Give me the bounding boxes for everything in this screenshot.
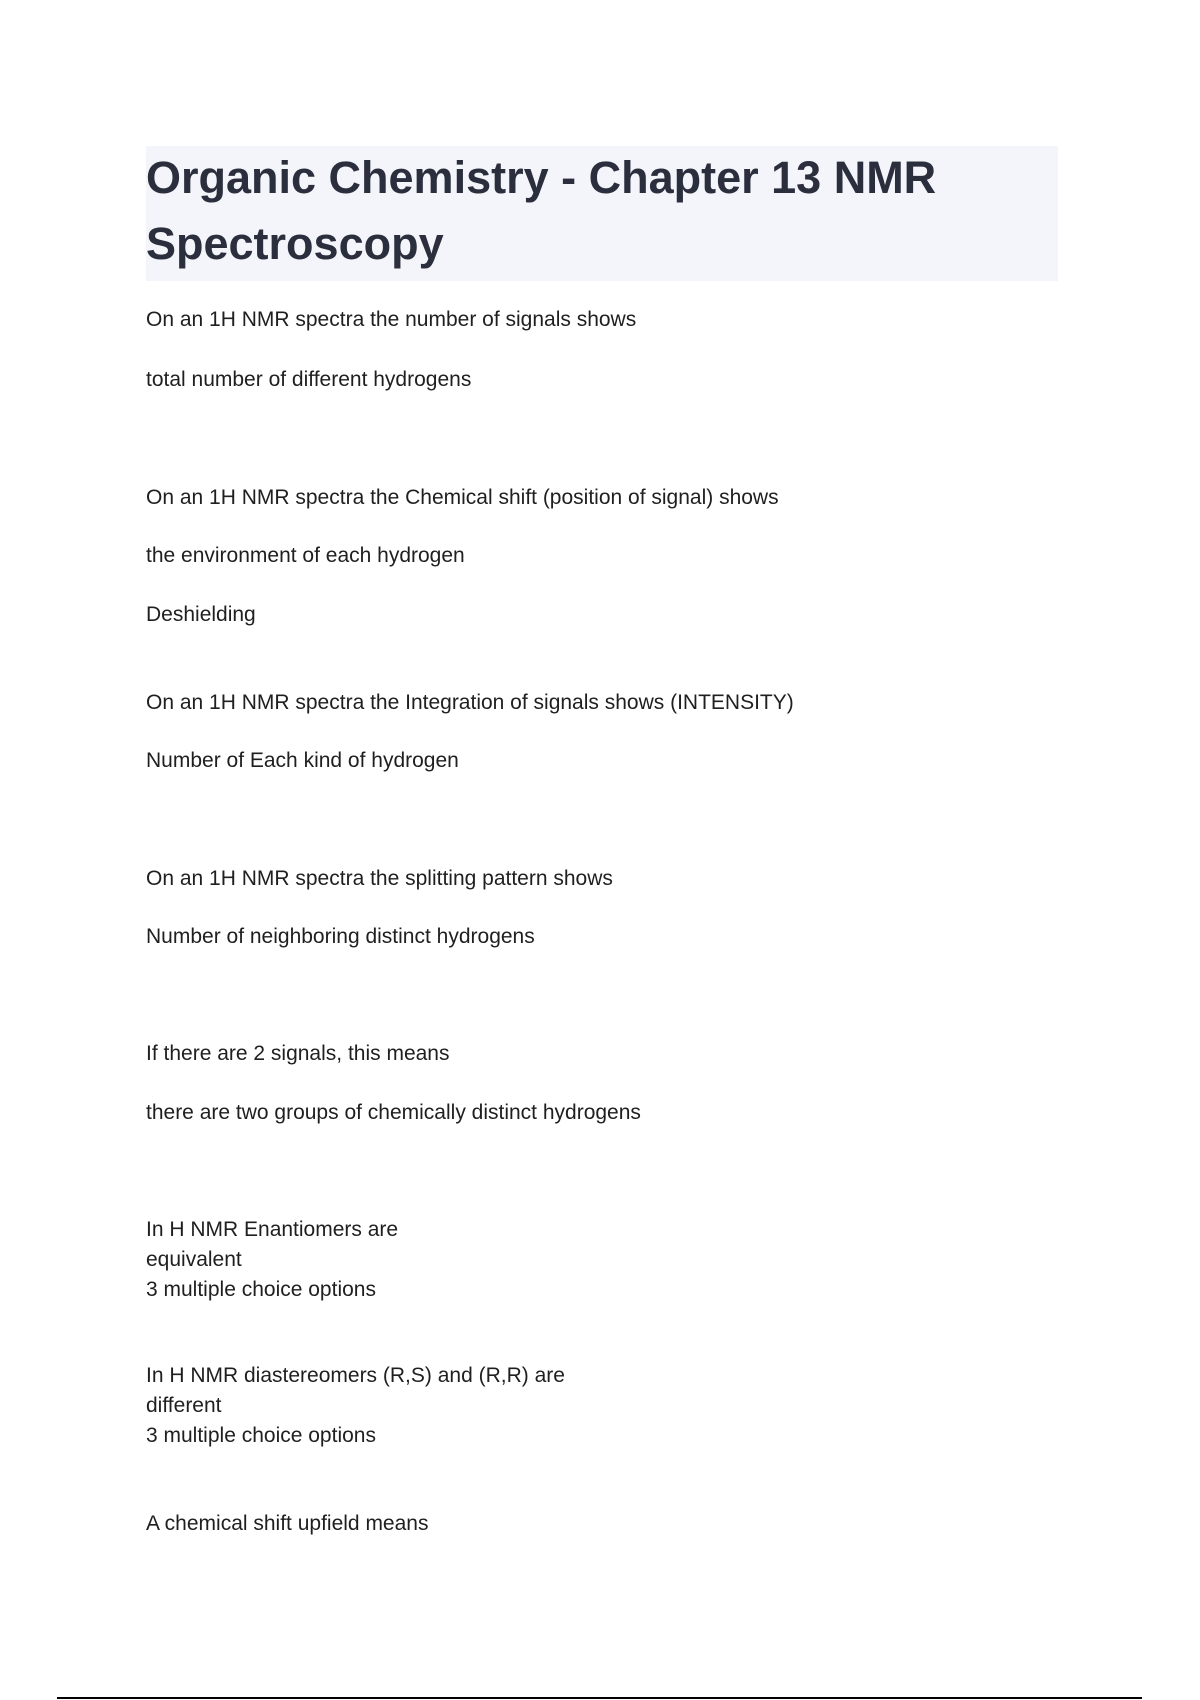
answer-diastereomers: different [146,1394,222,1417]
answer-chemical-shift-extra: Deshielding [146,603,256,626]
answer-signals: total number of different hydrogens [146,368,472,391]
options-note-diastereomers: 3 multiple choice options [146,1424,376,1447]
question-diastereomers: In H NMR diastereomers (R,S) and (R,R) are [146,1364,565,1387]
answer-chemical-shift: the environment of each hydrogen [146,544,465,567]
question-two-signals: If there are 2 signals, this means [146,1042,450,1065]
question-integration: On an 1H NMR spectra the Integration of signals shows (INTENSITY) [146,691,794,714]
question-upfield: A chemical shift upfield means [146,1512,429,1535]
answer-two-signals: there are two groups of chemically distinct hydrogens [146,1101,641,1124]
question-splitting: On an 1H NMR spectra the splitting pattern shows [146,867,613,890]
question-enantiomers: In H NMR Enantiomers are [146,1218,399,1241]
page-title: Organic Chemistry - Chapter 13 NMR Spectroscopy [146,152,937,269]
answer-enantiomers: equivalent [146,1248,242,1271]
question-signals: On an 1H NMR spectra the number of signals shows [146,308,637,331]
question-chemical-shift: On an 1H NMR spectra the Chemical shift (position of signal) shows [146,486,779,509]
bottom-divider [57,1697,1142,1699]
options-note-enantiomers: 3 multiple choice options [146,1278,376,1301]
answer-splitting: Number of neighboring distinct hydrogens [146,925,535,948]
answer-integration: Number of Each kind of hydrogen [146,749,459,772]
